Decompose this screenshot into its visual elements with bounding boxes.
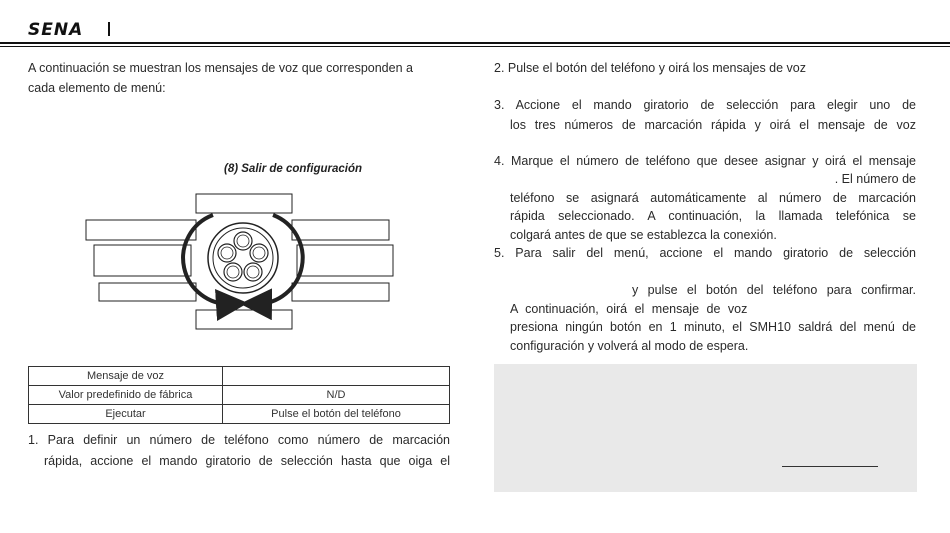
step3-line-2: los tres números de marcación rápida y oirá el mensaje de voz bbox=[510, 118, 916, 132]
intro-line-1: A continuación se muestran los mensajes de voz que corresponden a bbox=[28, 61, 413, 75]
step5-line-5: configuración y volverá al modo de espera. bbox=[510, 339, 749, 353]
menu-box-left-3 bbox=[99, 283, 196, 301]
menu-box-bottom bbox=[196, 310, 292, 329]
table-cell bbox=[223, 367, 450, 386]
header-rule-thin bbox=[0, 46, 950, 47]
step5-line-2: y pulse el botón del teléfono para confirmar. bbox=[632, 283, 916, 297]
menu-box-right-2 bbox=[297, 245, 393, 276]
intro-line-2: cada elemento de menú: bbox=[28, 81, 166, 95]
step1-line-2: rápida, accione el mando giratorio de selección hasta que oiga el bbox=[44, 454, 450, 468]
table-cell: Valor predefinido de fábrica bbox=[29, 386, 223, 405]
step5-line-4: presiona ningún botón en 1 minuto, el SMH10 saldrá del menú de bbox=[510, 320, 916, 334]
step5-line-1: 5. Para salir del menú, accione el mando giratorio de selección bbox=[494, 246, 916, 260]
menu-box-left-2 bbox=[94, 245, 191, 276]
menu-box-right-3 bbox=[292, 283, 389, 301]
menu-box-right-1 bbox=[292, 220, 389, 240]
step1-line-1: 1. Para definir un número de teléfono como número de marcación bbox=[28, 433, 450, 447]
step4-line-4: rápida seleccionado. A continuación, la llamada telefónica se bbox=[510, 209, 916, 223]
note-underline bbox=[782, 466, 878, 467]
menu-caption: (8) Salir de configuración bbox=[224, 163, 363, 175]
menu-diagram bbox=[85, 190, 395, 335]
table-row bbox=[29, 386, 450, 405]
step2-line: 2. Pulse el botón del teléfono y oirá los mensajes de voz bbox=[494, 61, 806, 75]
table-cell: Mensaje de voz bbox=[29, 367, 223, 386]
note-box bbox=[494, 364, 917, 492]
voice-prompt-table bbox=[28, 366, 450, 424]
table-cell: N/D bbox=[223, 386, 450, 405]
table-cell: Ejecutar bbox=[29, 405, 223, 424]
logo-divider bbox=[108, 22, 110, 36]
step3-line-1: 3. Accione el mando giratorio de selección para elegir uno de bbox=[494, 98, 916, 112]
header-rule bbox=[0, 42, 950, 44]
step4-line-5: colgará antes de que se establezca la conexión. bbox=[510, 228, 777, 242]
table-row bbox=[29, 367, 450, 386]
menu-box-top bbox=[196, 194, 292, 213]
sena-logo: SENA bbox=[28, 20, 84, 40]
menu-box-left-1 bbox=[86, 220, 196, 240]
table-row bbox=[29, 405, 450, 424]
step4-line-2: . El número de bbox=[834, 172, 916, 186]
step4-line-3: teléfono se asignará automáticamente al número de marcación bbox=[510, 191, 916, 205]
table-cell: Pulse el botón del teléfono bbox=[223, 405, 450, 424]
step4-line-1: 4. Marque el número de teléfono que desee asignar y oirá el mensaje bbox=[494, 154, 916, 168]
step5-line-3: A continuación, oirá el mensaje de voz bbox=[510, 302, 748, 316]
